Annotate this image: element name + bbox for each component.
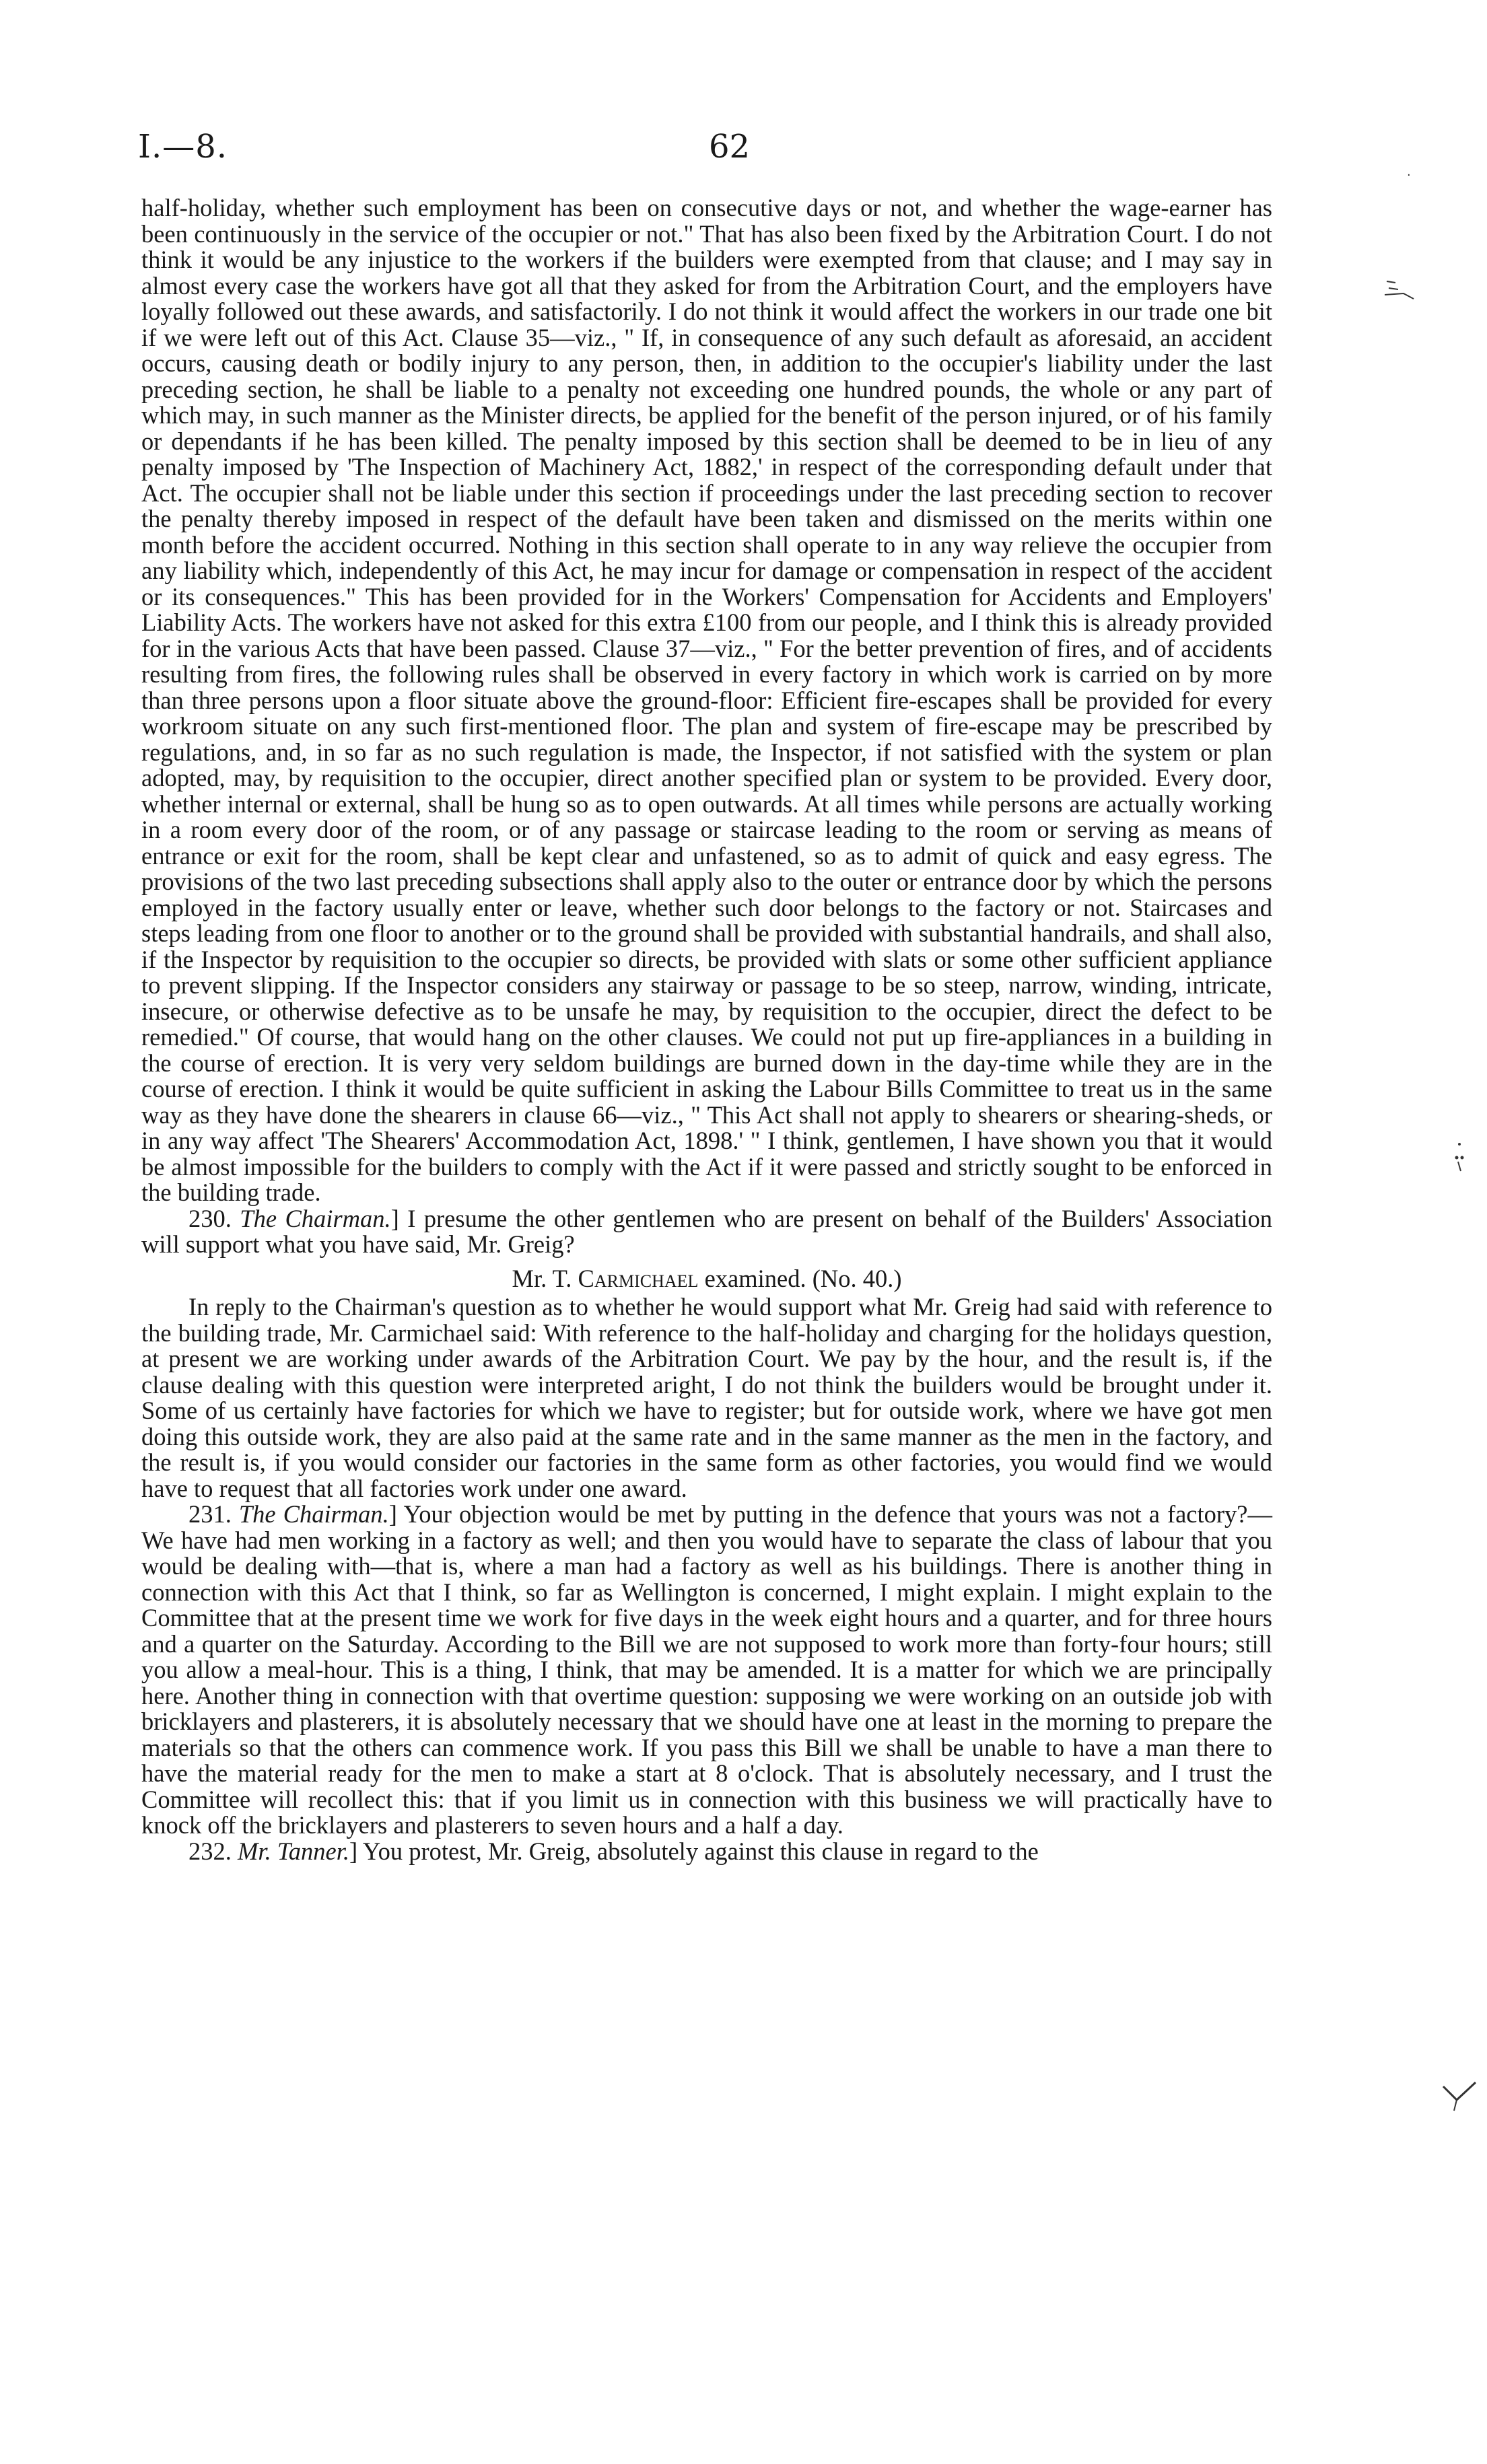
dots-mark-icon [1447, 1137, 1474, 1178]
section-number: I.—8. [138, 128, 228, 166]
speaker-name: The Chairman. [240, 1204, 391, 1232]
paragraph-text: ] You protest, Mr. Greig, absolutely against this clause in regard to the [349, 1837, 1039, 1865]
speaker-name: The Chairman. [238, 1500, 389, 1528]
heading-suffix: examined. (No. 40.) [704, 1264, 902, 1292]
heading-prefix: Mr. T. [512, 1264, 572, 1292]
paragraph-text: ] Your objection would be met by putting in the defence that yours was not a factory?—We have had men working in a factory as well; and then you would have to separate the class of labour that you would be dealing with—that is, where a man had a factory as well as his buildings. There is another thing in connection with this Act that I think, so far as Wellington is concerned, I might explain. I might explain to the Committee that at the present time we work for five days in the week eight hours and a quarter, and for three hours and a quarter on the Saturday. According to the Bill we are not supposed to work more than forty-four hours; still you allow a meal-hour. This is a thing, I think, that may be amended. It is a matter for which we are principally here. Another thing in connection with that overtime question: supposing we were working on an outside job with bricklayers and plasterers, it is absolutely necessary that we should have one at least in the morning to prepare the materials so that the others can commence work. If you pass this Bill we shall be unable to have a man there to have the material ready for the men to make a start at 8 o'clock. That is absolutely necessary, and I trust the Committee will recollect this: that if you limit us in connection with this business we will practically have to knock off the bricklayers and plasterers to seven hours and a half a day. [141, 1500, 1272, 1839]
question-number: 230. [188, 1204, 232, 1232]
paragraph-text: ] I presume the other gentlemen who are present on behalf of the Builders' Association will support what you have said, Mr. Greig? [141, 1204, 1273, 1258]
question-number: 232. [188, 1837, 232, 1865]
speaker-name: Mr. Tanner. [238, 1837, 349, 1865]
margin-tick-mark [1383, 276, 1417, 309]
paragraph-continued: half-holiday, whether such employment has been on consecutive days or not, and whether the wage-earner has been continuously in the service of the occupier or not." That has also been fixed by the Arbitration Court. I do not think it would be any injustice to the workers if the builders were exempted from that clause; and I may say in almost every case the workers have got all that they asked for from the Arbitration Court, and the employers have loyally followed out these awards, and satisfactorily. I do not think it would affect the workers in our trade one bit if we were left out of this Act. Clause 35—viz., " If, in consequence of any such default as aforesaid, an accident occurs, causing death or bodily injury to any person, then, in addition to the occupier's liability under the last preceding section, he shall be liable to a penalty not exceeding one hundred pounds, the whole or any part of which may, in such manner as the Minister directs, be applied for the benefit of the person injured, or of his family or dependants if he has been killed. The penalty imposed by this section shall be deemed to be in lieu of any penalty imposed by 'The Inspection of Machinery Act, 1882,' in respect of the corresponding default under that Act. The occupier shall not be liable under this section if proceedings under the last preceding section to recover the penalty thereby imposed in respect of the default have been taken and dismissed on the merits within one month before the accident occurred. Nothing in this section shall operate to in any way relieve the occupier from any liability which, independently of this Act, he may incur for damage or compensation in respect of the accident or its consequences." This has been provided for in the Workers' Compensation for Accidents and Employers' Liability Acts. The workers have not asked for this extra £100 from our people, and I think this is already provided for in the various Acts that have been passed. Clause 37—viz., " For the better prevention of fires, and of accidents resulting from fires, the following rules shall be observed in every factory in which work is carried on by more than three persons upon a floor situate above the ground-floor: Efficient fire-escapes shall be provided for every workroom situate on any such first-mentioned floor. The plan and system of fire-escape may be prescribed by regulations, and, in so far as no such regulation is made, the Inspector, if not satisfied with the system or plan adopted, may, by requisition to the occupier, direct another specified plan or system to be provided. Every door, whether internal or external, shall be hung so as to open outwards. At all times while persons are actually working in a room every door of the room, or of any passage or staircase leading to the room or serving as means of entrance or exit for the room, shall be kept clear and unfastened, so as to admit of quick and easy egress. The provisions of the two last preceding subsections shall apply also to the outer or entrance door by which the persons employed in the factory usually enter or leave, whether such door belongs to the factory or not. Staircases and steps leading from one floor to another or to the ground shall be provided with substantial handrails, and shall also, if the Inspector by requisition to the occupier so directs, be provided with slats or some other sufficient appliance to prevent slipping. If the Inspector considers any stairway or passage to be so steep, narrow, winding, intricate, insecure, or otherwise defective as to be unsafe he may, by requisition to the occupier, direct the defect to be remedied." Of course, that would hang on the other clauses. We could not put up fire-appliances in a building in the course of erection. It is very very seldom buildings are burned down in the day-time while they are in the course of erection. I think it would be quite sufficient in asking the Labour Bills Committee to treat us in the same way as they have done the shearers in clause 66—viz., " This Act shall not apply to shearers or shearing-sheds, or in any way affect 'The Shearers' Accommodation Act, 1898.' " I think, gentlemen, I have shown you that it would be almost impossible for the builders to comply with the Act if it were passed and strictly sought to be enforced in the building trade. [141, 194, 1272, 1206]
page-number: 62 [709, 128, 751, 166]
paragraph-231 [141, 1502, 1272, 1839]
margin-check-mark [1441, 2080, 1481, 2119]
witness-name: Carmichael [578, 1264, 699, 1292]
paragraph-232 [141, 1839, 1272, 1865]
check-mark-icon [1441, 2080, 1481, 2113]
witness-heading [141, 1266, 1272, 1292]
body-text [141, 195, 1272, 1864]
margin-dots-mark [1447, 1137, 1474, 1183]
margin-speck-mark: · [1407, 168, 1411, 182]
tick-mark-icon [1383, 276, 1417, 303]
paragraph-230 [141, 1206, 1272, 1258]
question-number: 231. [188, 1500, 232, 1528]
paragraph-carmichael-reply: In reply to the Chairman's question as to whether he would support what Mr. Greig had said with reference to the building trade, Mr. Carmichael said: With reference to the half-holiday and charging for the holidays question, at present we are working under awards of the Arbitration Court. We pay by the hour, and the result is, if the clause dealing with this question were interpreted aright, I do not think the builders would be brought under it. Some of us certainly have factories for which we have to register; but for outside work, where we have got men doing this outside work, they are also paid at the same rate and in the same manner as the men in the factory, and the result is, if you would consider our factories in the same form as other factories, you would find we would have to request that all factories work under one award. [141, 1293, 1272, 1502]
